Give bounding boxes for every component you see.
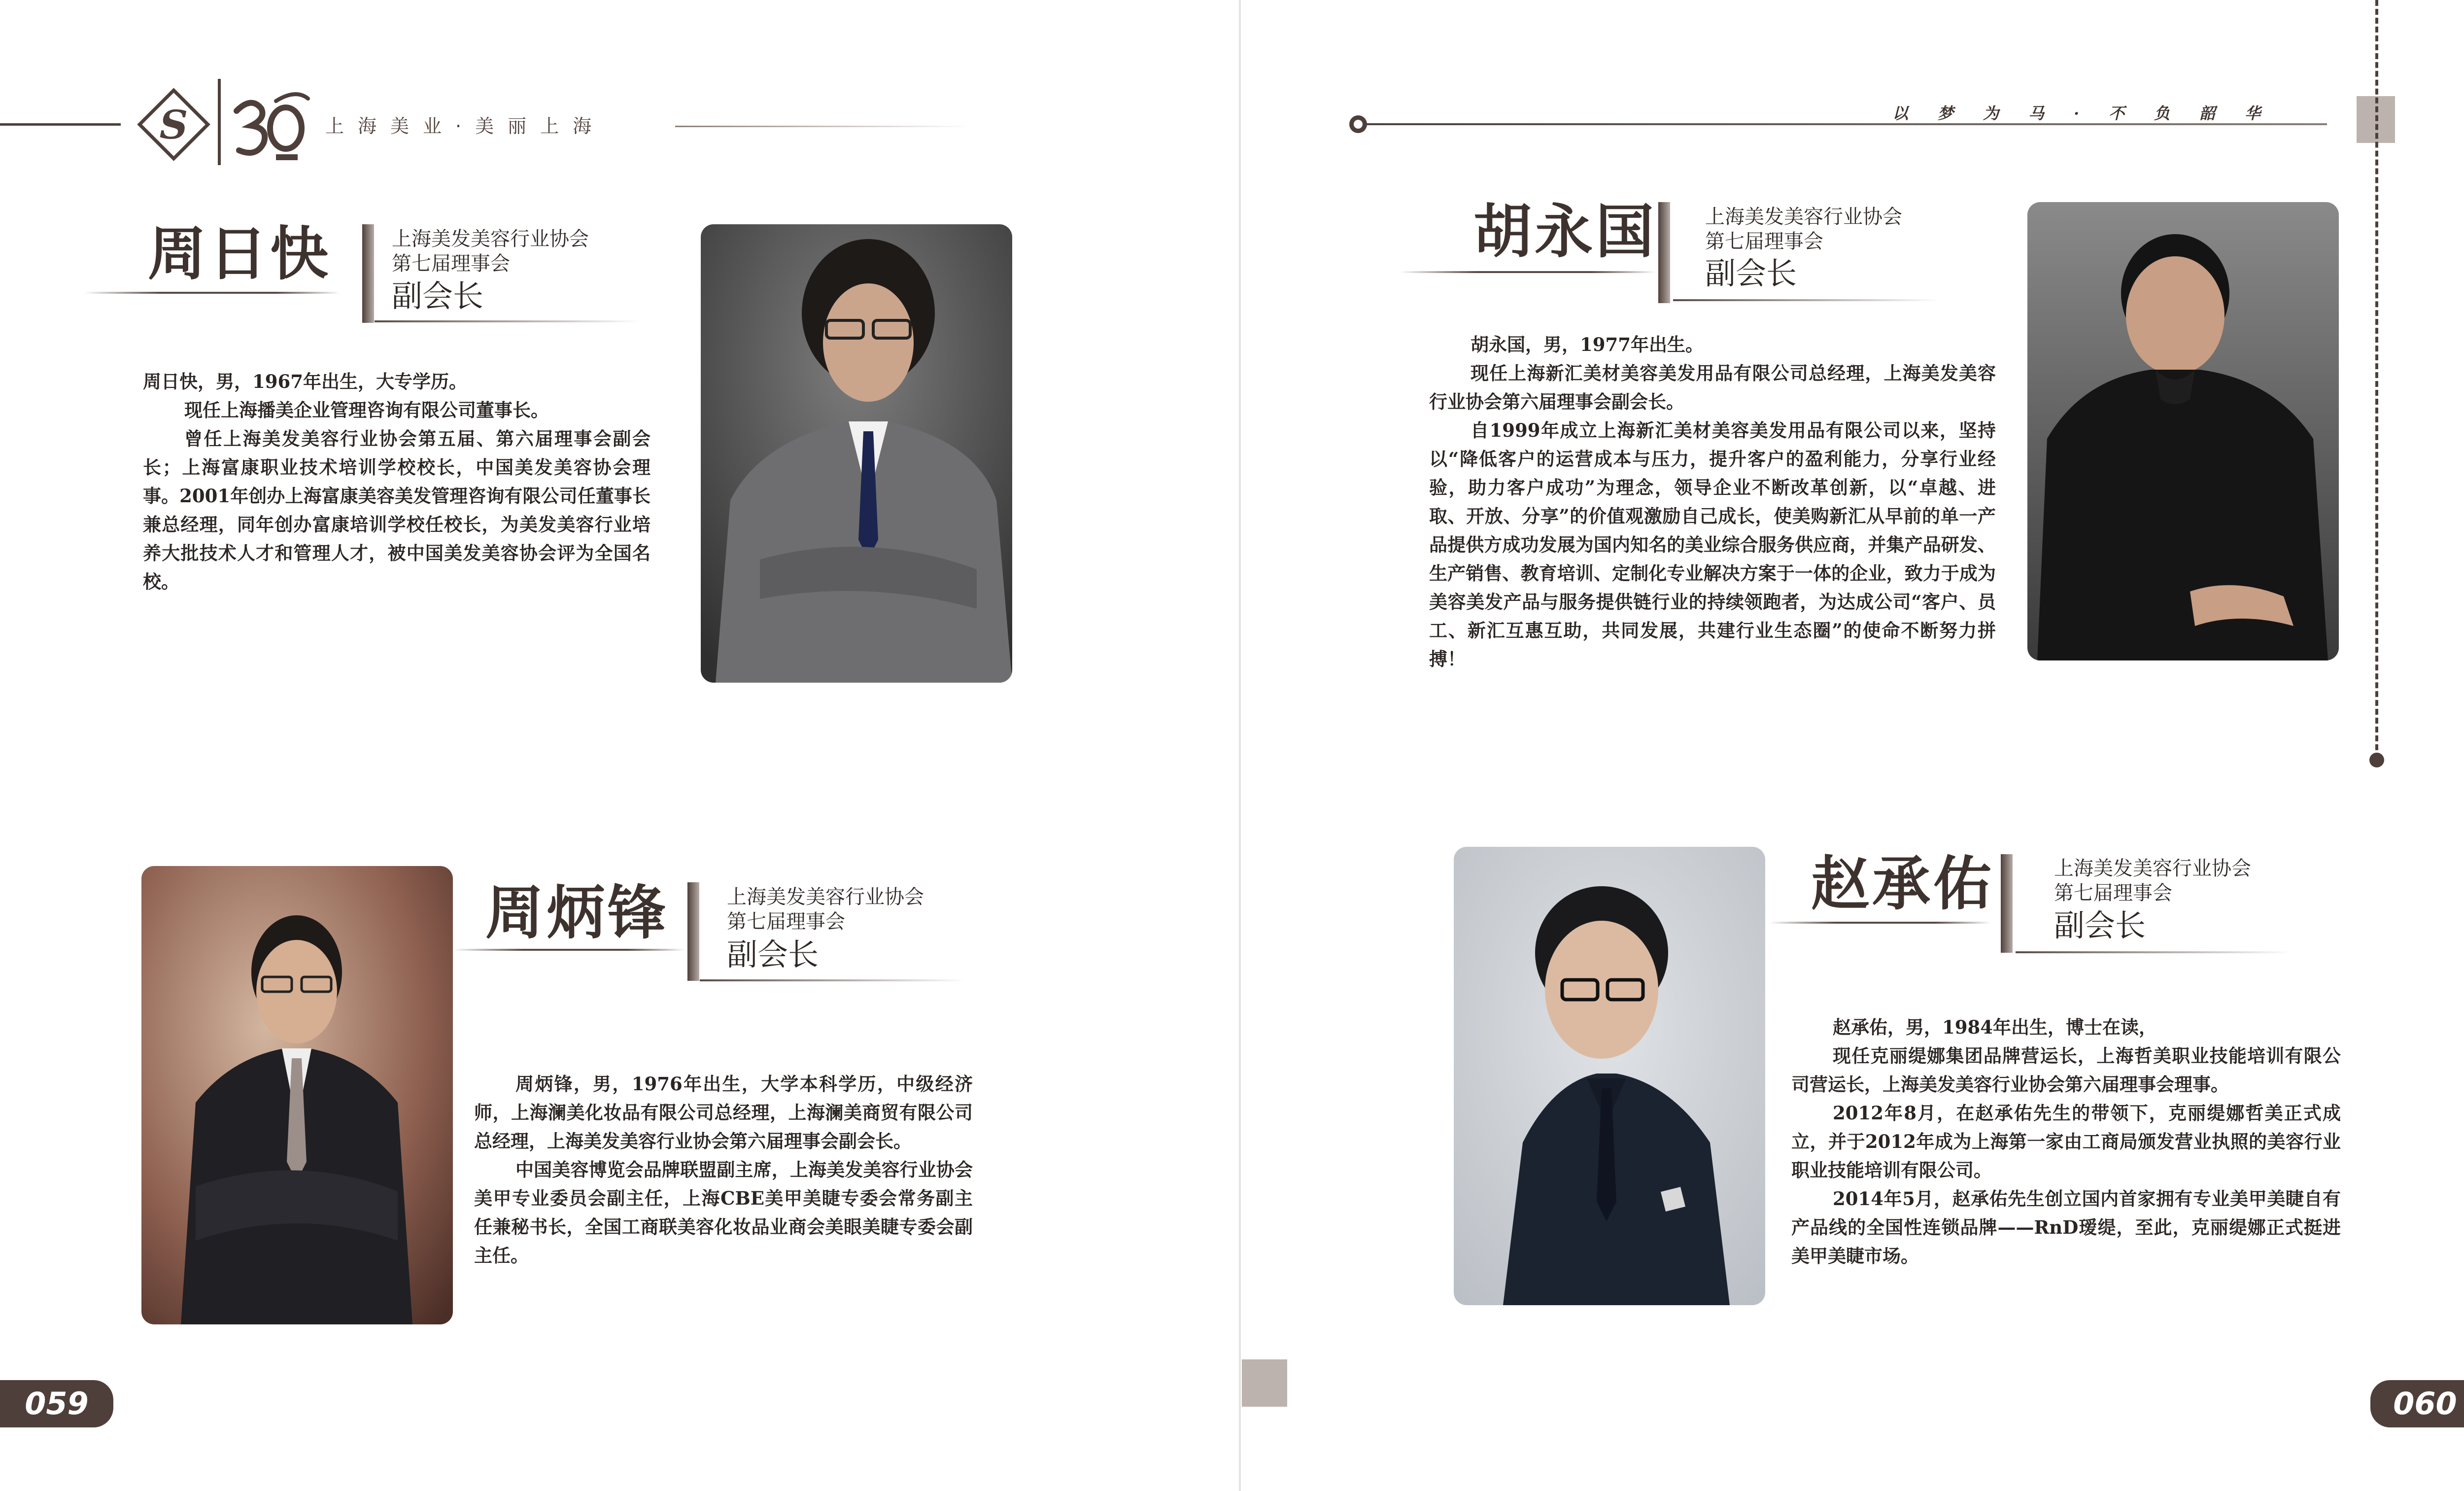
profile-name-zhao-chengyou: 赵承佑 (1811, 849, 1995, 918)
bio-paragraph: 现任上海播美企业管理咨询有限公司董事长。 (184, 399, 549, 421)
bio-paragraph: 2012年8月，在赵承佑先生的带领下，克丽缇娜哲美正式成立，并于2012年成为上海第一家由工商局颁发营业执照的美容行业职业技能培训有限公司。 (1791, 1102, 2341, 1181)
bio-paragraph: 曾任上海美发美容行业协会第五届、第六届理事会副会长；上海富康职业技术培训学校校长，中国美发美容协会理事。2001年创办上海富康美容美发管理咨询有限公司任董事长兼总经理，同年创办富康培训学校任校长，为美发美容行业培养大批技术人才和管理人才，被中国美发美容协会评为全国名校。 (143, 428, 650, 592)
profile-bio (1791, 1013, 2341, 1270)
dashed-rule-end-dot (2369, 753, 2384, 767)
bio-paragraph: 中国美容博览会品牌联盟副主席，上海美发美容行业协会美甲专业委员会副主任，上海CBE美甲美睫专委会常务副主任兼秘书长，全国工商联美容化妆品业商会美眼美睫专委会副主任。 (474, 1159, 973, 1266)
header-rule-left (0, 123, 121, 126)
name-underline (84, 292, 340, 294)
profile-name-hu-yongguo: 胡永国 (1473, 197, 1657, 266)
header-tagline: 上海美业·美丽上海 (325, 115, 606, 137)
bio-paragraph: 现任上海新汇美材美容美发用品有限公司总经理，上海美发美容行业协会第六届理事会副会长。 (1429, 362, 1996, 413)
bio-paragraph: 周炳锋，男，1976年出生，大学本科学历，中级经济师，上海澜美化妆品有限公司总经理，上海澜美商贸有限公司总经理，上海美发美容行业协会第六届理事会副会长。 (474, 1073, 973, 1152)
title-accent-bar (1658, 202, 1670, 303)
portrait-photo-zhao-chengyou (1454, 847, 1765, 1305)
bio-paragraph: 胡永国，男，1977年出生。 (1471, 334, 1704, 355)
page-spine (1239, 0, 1241, 1491)
bio-paragraph: 周日快，男，1967年出生，大专学历。 (143, 371, 467, 392)
profile-bio (1429, 330, 1996, 673)
profile-org: 上海美发美容行业协会 (392, 228, 589, 250)
role-underline (375, 320, 641, 322)
profile-council: 第七届理事会 (392, 252, 510, 275)
bio-paragraph: 赵承佑，男，1984年出生，博士在读， (1833, 1016, 2157, 1038)
profile-role: 副会长 (392, 278, 484, 314)
vertical-dashed-rule (2375, 0, 2378, 759)
profile-role: 副会长 (2054, 907, 2146, 943)
profile-name-zhou-rikuai: 周日快 (148, 219, 332, 288)
header-motto: 以梦为马·不负韶华 (1892, 104, 2291, 123)
page-number-left: 059 (0, 1380, 113, 1427)
name-underline (1400, 271, 1656, 273)
profile-bio (474, 1070, 973, 1270)
profile-council: 第七届理事会 (2054, 882, 2172, 904)
role-underline (2016, 951, 2292, 953)
profile-name-zhou-bingfeng: 周炳锋 (485, 878, 669, 947)
header-rule-left-2 (675, 126, 971, 127)
bio-paragraph: 现任克丽缇娜集团品牌营运长，上海哲美职业技能培训有限公司营运长，上海美发美容行业协会第六届理事会理事。 (1791, 1045, 2341, 1095)
logo-s-icon: S (159, 101, 188, 148)
profile-council: 第七届理事会 (727, 910, 845, 933)
name-underline (453, 949, 685, 951)
profile-org: 上海美发美容行业协会 (1705, 206, 1902, 228)
role-underline (1673, 299, 1939, 301)
portrait-photo-zhou-rikuai (701, 224, 1012, 683)
title-accent-bar (687, 882, 699, 981)
portrait-photo-hu-yongguo (2027, 202, 2339, 660)
bio-paragraph: 2014年5月，赵承佑先生创立国内首家拥有专业美甲美睫自有产品线的全国性连锁品牌——RnD瑷缇，至此，克丽缇娜正式挺进美甲美睫市场。 (1791, 1188, 2341, 1267)
title-accent-bar (2001, 854, 2013, 953)
spine-tab (1242, 1359, 1287, 1407)
anniversary-30-icon (227, 86, 306, 165)
logo-divider (218, 79, 221, 165)
profile-org: 上海美发美容行业协会 (2054, 857, 2251, 880)
header-dot-inner (1354, 120, 1363, 129)
portrait-photo-zhou-bingfeng (141, 866, 453, 1324)
profile-role: 副会长 (1705, 255, 1797, 291)
profile-role: 副会长 (727, 936, 819, 972)
profile-bio (143, 367, 650, 596)
profile-council: 第七届理事会 (1705, 230, 1823, 253)
title-accent-bar (362, 224, 374, 323)
name-underline (1769, 922, 1991, 924)
role-underline (700, 979, 966, 981)
profile-org: 上海美发美容行业协会 (727, 886, 924, 908)
bio-paragraph: 自1999年成立上海新汇美材美容美发用品有限公司以来，坚持以“降低客户的运营成本与压力，提升客户的盈利能力，分享行业经验，助力客户成功”为理念，领导企业不断改革创新，以“卓越、进取、开放、分享”的价值观激励自己成长，使美购新汇从早前的单一产品提供方成功发展为国内知名的美业综合服务供应商，并集产品研发、生产销售、教育培训、定制化专业解决方案于一体的企业，致力于成为美容美发产品与服务提供链行业的持续领跑者，为达成公司“客户、员工、新汇互惠互助，共同发展，共建行业生态圈”的使命不断努力拼搏！ (1429, 419, 1996, 670)
page-number-right: 060 (2370, 1380, 2464, 1427)
